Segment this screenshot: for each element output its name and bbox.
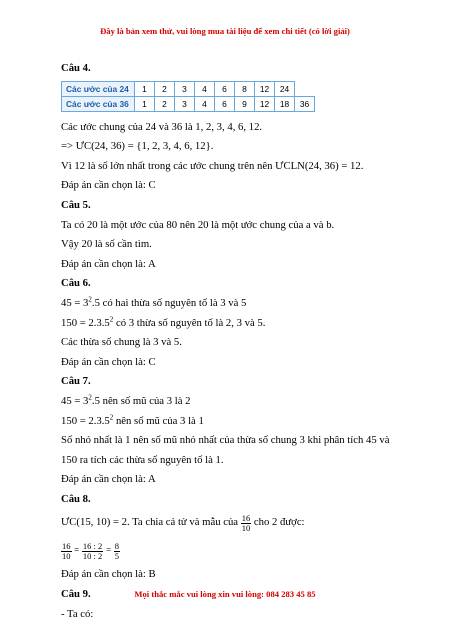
table-cell: 2 [155,96,175,111]
fraction-equation: $\frac{16}{10}$ = $\frac{16 : 2}{10 : 2}$ = $\frac{8}{5}$ [62,540,119,561]
preview-notice: Đây là bản xem thử, vui lòng mua tài liệu để xem chi tiết (có lời giải) [100,26,350,36]
answer-line: Đáp án cần chọn là: A [61,473,156,486]
table-cell: 9 [235,96,255,111]
table-cell: 6 [215,96,235,111]
answer-line: Đáp án cần chọn là: C [61,179,156,192]
row-label: Các ước của 24 [62,81,135,96]
table-cell: 1 [135,96,155,111]
contact-footer: Mọi thắc mắc vui lòng xin vui lòng: 084 283 45 85 [134,589,316,599]
answer-line: Đáp án cần chọn là: B [61,568,156,581]
table-row [62,81,315,96]
text-line: $45 = 3^2.5$ nên số mũ của 3 là 2 [61,393,191,407]
text-line: ƯC(15, 10) = 2. Ta chia cả tử và mẫu của $\frac{16}{10}$ cho 2 được: [61,512,305,533]
question-4-title: Câu 4. [61,62,91,74]
table-cell: 12 [255,81,275,96]
table-cell: 4 [195,96,215,111]
table-cell: 12 [255,96,275,111]
table-cell: 1 [135,81,155,96]
table-cell: 24 [275,81,295,96]
answer-line: Đáp án cần chọn là: C [61,355,156,368]
fraction: $\frac{16}{10}$ [241,512,251,533]
text-line: $150 = 2.3.5^2$ nên số mũ của 3 là 1 [61,412,204,427]
text-line: Vì 12 là số lớn nhất trong các ước chung trên nên ƯCLN(24, 36) = 12. [61,159,364,172]
question-8-title: Câu 8. [61,492,91,505]
text-line: Số nhỏ nhất là 1 nên số mũ nhỏ nhất của thừa số chung 3 khi phân tích 45 và [61,434,390,447]
table-row [62,96,315,111]
text-line: $45 = 3^2.5$ có hai thừa số nguyên tố là 3 và 5 [61,295,247,309]
fraction: $\frac{16}{10}$ [62,540,71,561]
table-cell: 8 [235,81,255,96]
table-cell: 3 [175,81,195,96]
text-line: 150 ra tích các thừa số nguyên tố là 1. [61,453,224,466]
text-line: Các ước chung của 24 và 36 là 1, 2, 3, 4, 6, 12. [61,120,263,133]
divisors-table [61,81,315,112]
question-7-title: Câu 7. [61,375,91,388]
table-cell: 4 [195,81,215,96]
question-9-title: Câu 9. [61,588,91,601]
table-cell [295,81,315,96]
table-cell: 18 [275,96,295,111]
question-5-title: Câu 5. [61,198,91,211]
table-cell: 2 [155,81,175,96]
text-line: $150 = 2.3.5^2$ có 3 thừa số nguyên tố là 2, 3 và 5. [61,314,266,329]
answer-line: Đáp án cần chọn là: A [61,257,156,270]
table-cell: 36 [295,96,315,111]
text-line: - Ta có: [61,607,94,620]
text-line: Vậy 20 là số cần tìm. [61,238,152,251]
text-line: Ta có 20 là một ước của 80 nên 20 là một ước chung của a và b. [61,218,335,231]
question-6-title: Câu 6. [61,277,91,290]
answer-content [61,59,391,624]
table-cell: 6 [215,81,235,96]
fraction: $\frac{8}{5}$ [114,540,119,561]
fraction: $\frac{16 : 2}{10 : 2}$ [82,540,103,561]
text-line: Các thừa số chung là 3 và 5. [61,336,182,349]
table-cell: 3 [175,96,195,111]
row-label: Các ước của 36 [62,96,135,111]
text-line: => ƯC(24, 36) = {1, 2, 3, 4, 6, 12}. [61,140,214,153]
